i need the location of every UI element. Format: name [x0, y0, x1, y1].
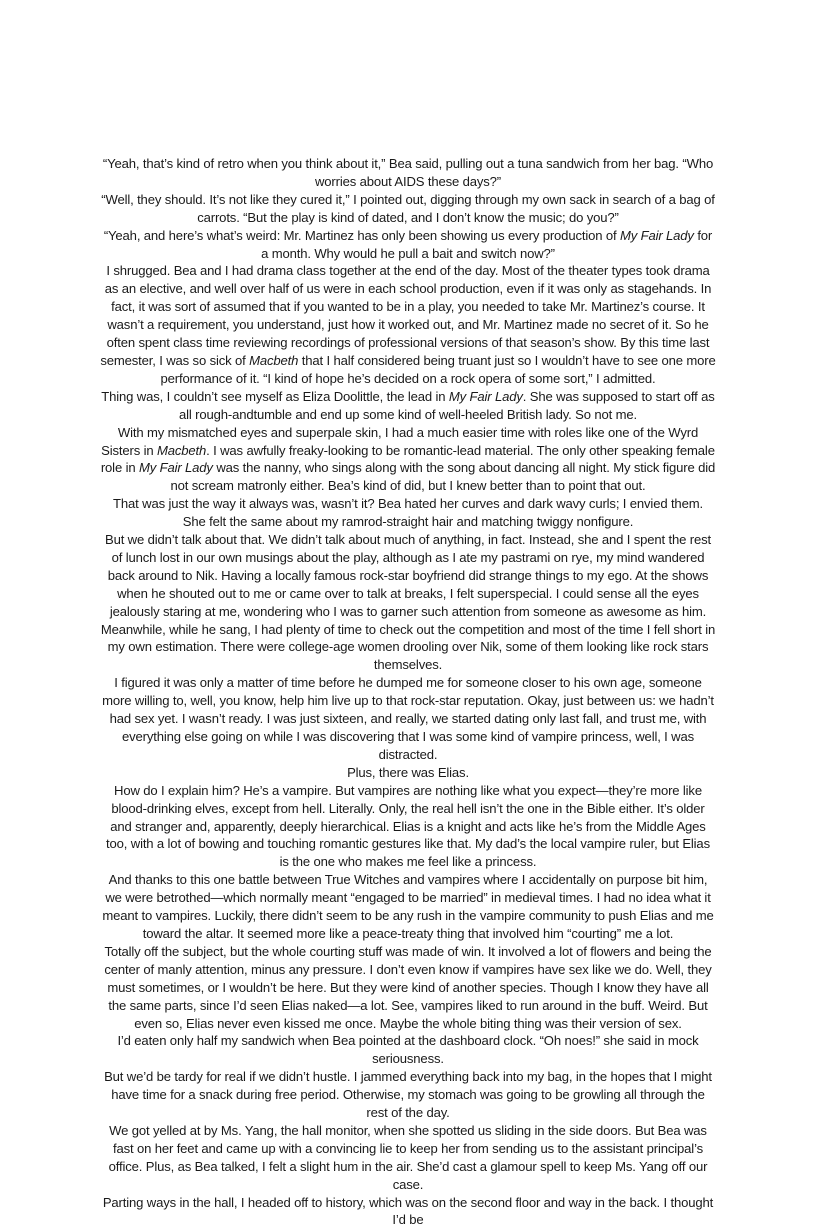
text-run: “Yeah, and here’s what’s weird: Mr. Martinez has only been showing us every production of [103, 227, 620, 243]
text-run: that I half considered being truant just so I wouldn’t have to see one more performance of it. “I kind of hope he’s decided on a rock opera of some sort,” I admitted. [160, 352, 716, 386]
text-run: “Yeah, that’s kind of retro when you think about it,” Bea said, pulling out a tuna sandwich from her bag. “Who worries about AIDS these days?” [102, 156, 714, 189]
text-run: Totally off the subject, but the whole courting stuff was made of win. It involved a lot of flowers and being the center of manly attention, minus any pressure. I don’t even know if vampires have sex like we do. Well, they must sometimes, or I wouldn’t be here. But they were kind of another species. Though I know they have all the same parts, since I’d seen Elias naked—a lot. See, vampires liked to run around in the buff. Weird. But even so, Elias never even kissed me once. Maybe the whole biting thing was their version of sex. [104, 943, 712, 1031]
paragraph [100, 943, 716, 1033]
paragraph [100, 424, 716, 496]
italic-title: Macbeth [157, 442, 207, 458]
paragraph [100, 764, 716, 782]
text-run: But we didn’t talk about that. We didn’t talk about much of anything, in fact. Instead, she and I spent the rest of lunch lost in our own musings about the play, although as I ate my pastrami on rye, my mind wandered back around to Nik. Having a locally famous rock-star boyfriend did strange things to my ego. At the shows when he shouted out to me or came over to talk at breaks, I felt superspecial. I could sense all the eyes jealously staring at me, wondering who I was to garner such attention from someone as awesome as him. Meanwhile, while he sang, I had plenty of time to check out the competition and most of the time I fell short in my own estimation. There were college-age women drooling over Nik, some of them looking like rock stars themselves. [100, 532, 716, 673]
paragraph [100, 1032, 716, 1068]
paragraph [100, 155, 716, 191]
text-run: I figured it was only a matter of time before he dumped me for someone closer to his own age, someone more willing to, well, you know, help him live up to that rock-star reputation. Okay, just between us: we hadn’t had sex yet. I wasn’t ready. I was just sixteen, and really, we started dating only last fall, and trust me, with everything else going on while I was discovering that I was some kind of vampire princess, well, I was distracted. [102, 675, 714, 762]
text-run: Thing was, I couldn’t see myself as Eliza Doolittle, the lead in [101, 388, 449, 404]
text-run: was the nanny, who sings along with the song about dancing all night. My stick figure did not scream matronly either. Bea’s kind of did, but I knew better than to point that out. [170, 460, 716, 494]
paragraph [100, 782, 716, 872]
text-run: Parting ways in the hall, I headed off to history, which was on the second floor and way in the back. I thought I’d be [102, 1194, 714, 1228]
paragraph [100, 388, 716, 424]
text-run: . She was supposed to start off as all rough-andtumble and end up some kind of well-heeled British lady. So not me. [179, 388, 715, 422]
paragraph [100, 262, 716, 387]
paragraph [100, 674, 716, 764]
text-run: But we’d be tardy for real if we didn’t hustle. I jammed everything back into my bag, in the hopes that I might have time for a snack during free period. Otherwise, my stomach was going to be growling all through the rest of the day. [104, 1069, 712, 1121]
text-run: And thanks to this one battle between True Witches and vampires where I accidentally on purpose bit him, we were betrothed—which normally meant “engaged to be married” in medieval times. I had no idea what it meant to vampires. Luckily, there didn’t seem to be any rush in the vampire community to push Elias and me toward the altar. It seemed more like a peace-treaty thing that involved him “courting” me a lot. [102, 872, 714, 941]
text-run: How do I explain him? He’s a vampire. But vampires are nothing like what you expect—they’re more like blood-drinking elves, except from hell. Literally. Only, the real hell isn’t the one in the Bible either. It’s older and stranger and, apparently, deeply hierarchical. Elias is a knight and acts like he’s from the Middle Ages too, with a lot of bowing and touching romantic gestures like that. My dad’s the local vampire ruler, but Elias is the one who makes me feel like a princess. [106, 782, 710, 870]
text-run: I’d eaten only half my sandwich when Bea pointed at the dashboard clock. “Oh noes!” she said in mock seriousness. [117, 1033, 699, 1067]
paragraph [100, 1194, 716, 1229]
italic-title: My Fair Lady [138, 460, 213, 476]
paragraph [100, 495, 716, 531]
text-run: “Well, they should. It’s not like they cured it,” I pointed out, digging through my own sack in search of a bag of carrots. “But the play is kind of dated, and I don’t know the music; do you?” [101, 191, 715, 225]
italic-title: Macbeth [249, 352, 299, 368]
text-run: . I was awfully freaky-looking to be romantic-lead material. The only other speaking female role in [100, 442, 715, 476]
text-run: Plus, there was Elias. [347, 764, 469, 780]
paragraph [100, 1122, 716, 1194]
text-run: With my mismatched eyes and superpale skin, I had a much easier time with roles like one of the Wyrd Sisters in [101, 424, 699, 458]
paragraph [100, 1068, 716, 1122]
paragraph [100, 191, 716, 227]
text-run: That was just the way it always was, wasn’t it? Bea hated her curves and dark wavy curls; I envied them. She felt the same about my ramrod-straight hair and matching twiggy nonfigure. [113, 496, 703, 530]
italic-title: My Fair Lady [448, 388, 523, 404]
text-run: I shrugged. Bea and I had drama class together at the end of the day. Most of the theater types took drama as an elective, and well over half of us were in each school production, even if it was only as stagehands. In fact, it was sort of assumed that if you wanted to be in a play, you needed to take Mr. Martinez’s course. It wasn’t a requirement, you understand, just how it worked out, and Mr. Martinez made no secret of it. So he often spent class time reviewing recordings of professional versions of that season’s show. By this time last semester, I was so sick of [100, 263, 712, 368]
text-run: We got yelled at by Ms. Yang, the hall monitor, when she spotted us sliding in the side doors. But Bea was fast on her feet and came up with a convincing lie to keep her from sending us to the assistant principal’s office. Plus, as Bea talked, I felt a slight hum in the air. She’d cast a glamour spell to keep Ms. Yang off our case. [108, 1122, 708, 1192]
paragraph [100, 871, 716, 943]
text-run: for a month. Why would he pull a bait and switch now?” [261, 227, 713, 261]
italic-title: My Fair Lady [619, 227, 694, 243]
paragraph [100, 531, 716, 674]
paragraph [100, 227, 716, 263]
document-body [100, 155, 716, 1229]
